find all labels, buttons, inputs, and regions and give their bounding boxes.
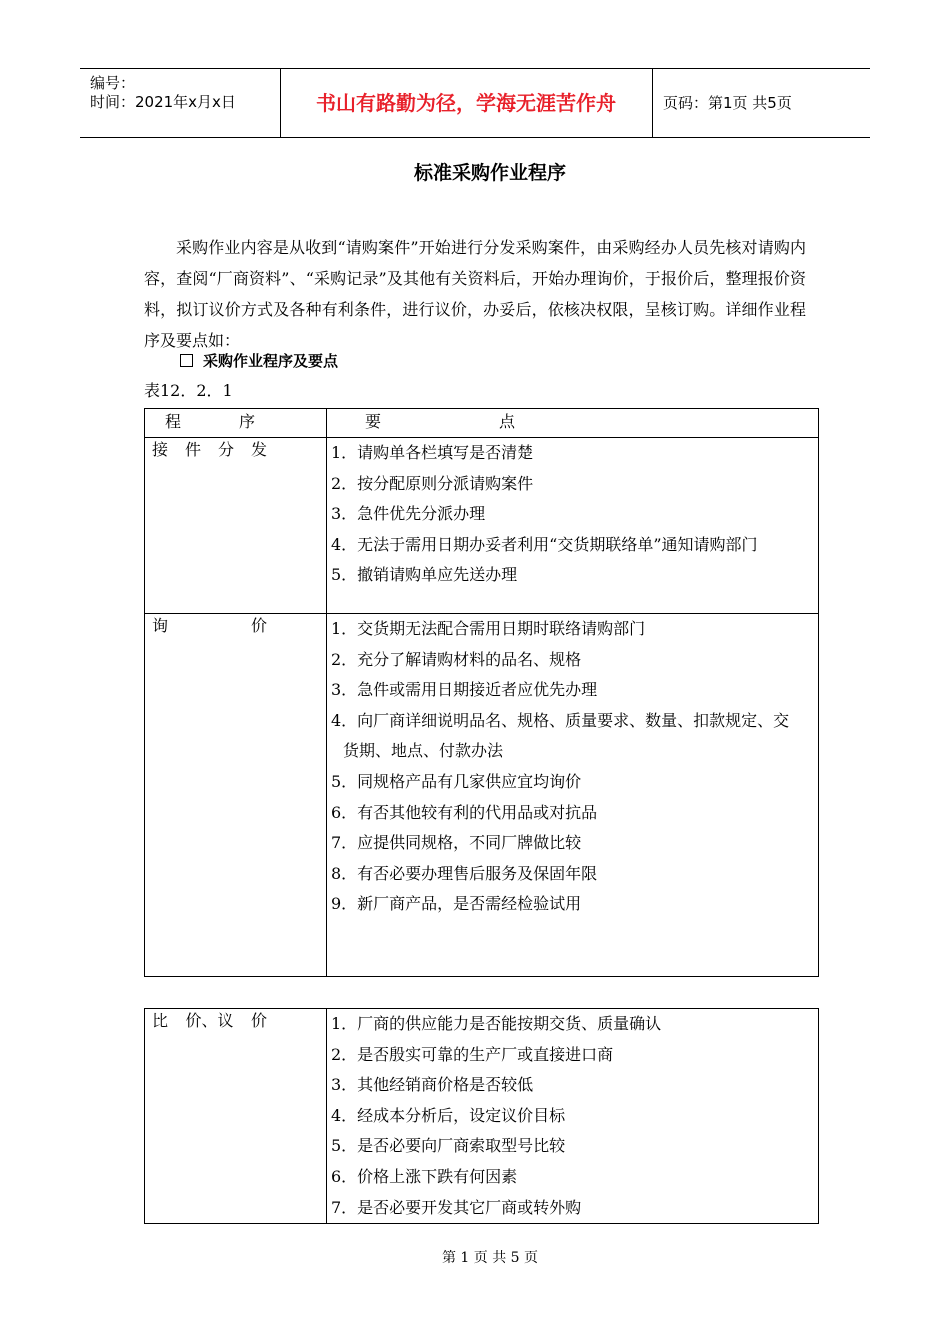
section-heading	[180, 350, 338, 371]
list-item: 2．是否殷实可靠的生产厂或直接进口商	[331, 1044, 614, 1064]
list-item: 7．是否必要开发其它厂商或转外购	[331, 1197, 582, 1217]
procedure-char: 询	[152, 616, 169, 635]
procedure-char: 价	[250, 1011, 267, 1030]
list-item: 6．有否其他较有利的代用品或对抗品	[331, 802, 598, 822]
header-procedure-char: 程	[165, 412, 182, 431]
header-cell-points	[327, 409, 819, 438]
header-page-info: 页码：第1页 共5页	[663, 94, 792, 112]
checkbox-square-icon	[180, 354, 193, 367]
document-header	[80, 68, 870, 138]
header-cell-procedure	[145, 409, 327, 438]
header-points-char: 点	[498, 412, 515, 431]
list-item: 6．价格上涨下跌有何因素	[331, 1166, 518, 1186]
list-item: 4．经成本分析后，设定议价目标	[331, 1105, 566, 1125]
list-item: 1．厂商的供应能力是否能按期交货、质量确认	[331, 1014, 662, 1033]
table-label: 表12．2．1	[144, 381, 233, 400]
table-header-row	[145, 409, 819, 438]
points-cell	[327, 438, 819, 614]
section-heading-text: 采购作业程序及要点	[203, 352, 339, 370]
procedure-char: 价	[250, 616, 267, 635]
procedure-cell	[145, 438, 327, 614]
doc-number-label: 编号：	[90, 74, 136, 92]
list-item: 5．是否必要向厂商索取型号比较	[331, 1136, 566, 1156]
list-item: 3．其他经销商价格是否较低	[331, 1075, 534, 1095]
page-footer: 第 1 页 共 5 页	[441, 1250, 539, 1266]
list-item: 3．急件优先分派办理	[331, 504, 486, 524]
list-item: 2．按分配原则分派请购案件	[331, 473, 534, 493]
header-motto: 书山有路勤为径，学海无涯苦作舟	[280, 69, 653, 137]
list-item: 3．急件或需用日期接近者应优先办理	[331, 680, 598, 700]
document-title: 标准采购作业程序	[413, 162, 566, 184]
procedure-char: 分	[217, 440, 234, 459]
list-item-continuation: 货期、地点、付款办法	[343, 741, 504, 761]
points-cell	[327, 1009, 819, 1224]
table-row	[145, 1009, 819, 1224]
list-item: 1．交货期无法配合需用日期时联络请购部门	[331, 619, 646, 638]
header-procedure-char: 序	[238, 412, 255, 431]
list-item: 8．有否必要办理售后服务及保固年限	[331, 863, 598, 883]
procedure-cell	[145, 1009, 327, 1224]
procedure-cell	[145, 614, 327, 977]
procedure-char: 件	[184, 440, 201, 459]
list-item: 5．同规格产品有几家供应宜均询价	[331, 771, 582, 791]
procedure-table-continued	[144, 1008, 819, 1224]
procedure-table	[144, 408, 819, 977]
points-cell	[327, 614, 819, 977]
table-row	[145, 614, 819, 977]
procedure-char: 比	[152, 1011, 169, 1030]
intro-paragraph: 采购作业内容是从收到“请购案件”开始进行分发采购案件，由采购经办人员先核对请购内容，查阅“厂商资料”、“采购记录”及其他有关资料后，开始办理询价，于报价后，整理报价资料，拟订议价方式及各种有利条件，进行议价，办妥后，依核决权限，呈核订购。详细作业程序及要点如：	[144, 238, 806, 350]
list-item: 4．向厂商详细说明品名、规格、质量要求、数量、扣款规定、交	[331, 710, 790, 730]
procedure-char: 价、议	[185, 1011, 234, 1030]
list-item: 2．充分了解请购材料的品名、规格	[331, 649, 582, 669]
header-meta	[80, 69, 281, 137]
list-item: 1．请购单各栏填写是否清楚	[331, 443, 534, 462]
procedure-char: 发	[250, 440, 267, 459]
header-points-char: 要	[365, 412, 382, 431]
table-row	[145, 438, 819, 614]
procedure-char: 接	[152, 440, 169, 459]
list-item: 4．无法于需用日期办妥者利用“交货期联络单”通知请购部门	[331, 534, 758, 554]
list-item: 9．新厂商产品，是否需经检验试用	[331, 894, 582, 914]
list-item: 5．撤销请购单应先送办理	[331, 565, 518, 585]
doc-time-label: 时间：2021年x月x日	[90, 93, 236, 111]
list-item: 7．应提供同规格，不同厂牌做比较	[331, 833, 582, 853]
